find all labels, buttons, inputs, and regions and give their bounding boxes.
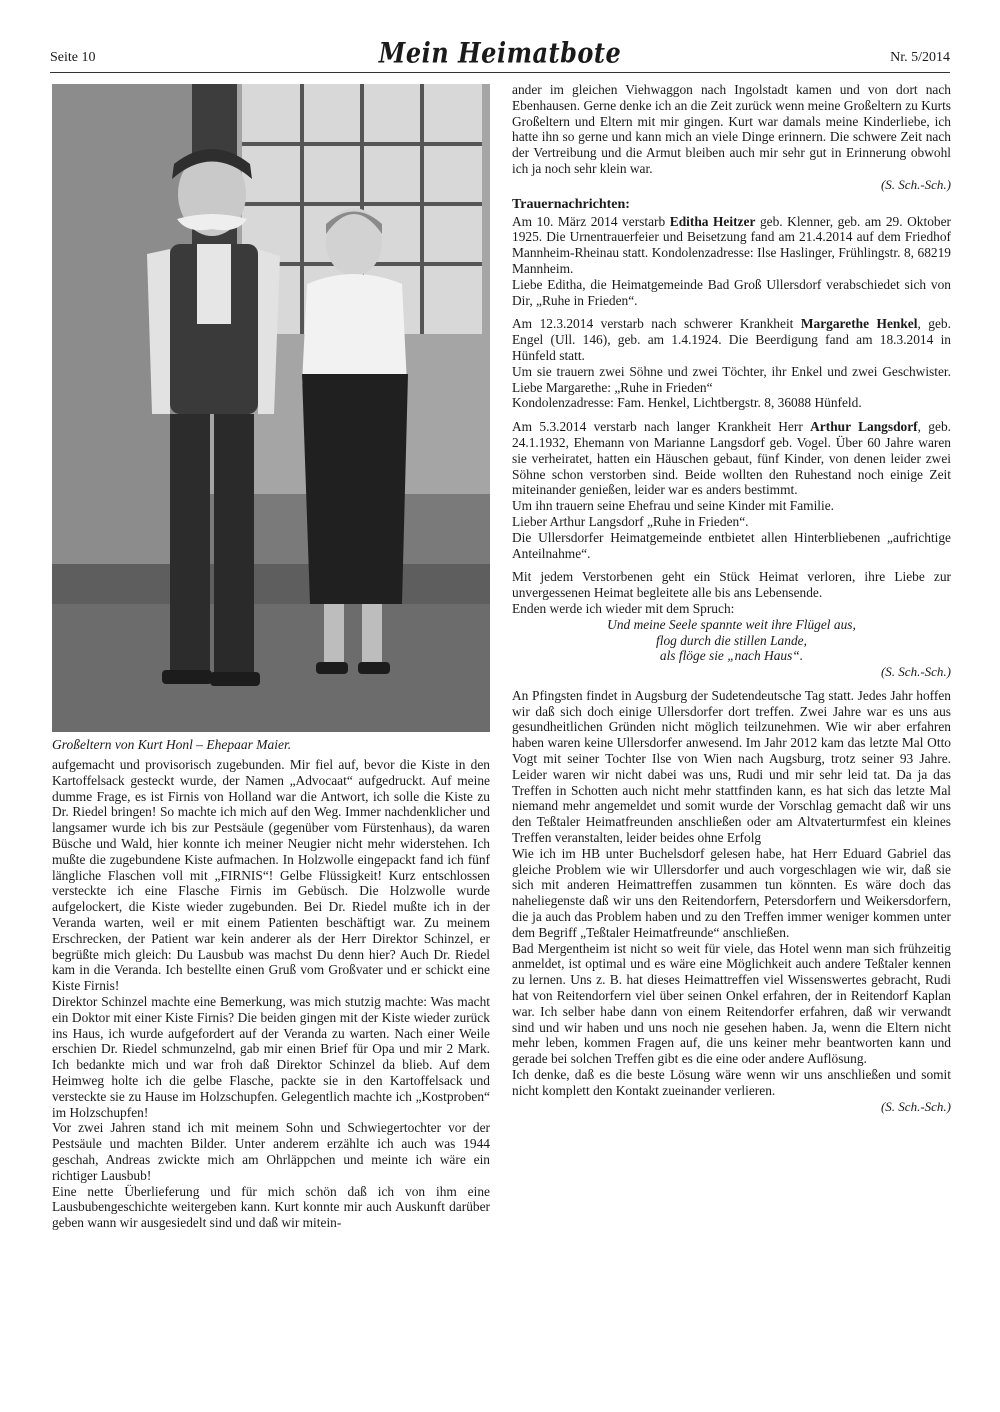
- deceased-name: Editha Heitzer: [669, 213, 756, 229]
- story-paragraph: Eine nette Überlieferung und für mich schön daß ich von ihm eine Lausbubengeschichte weitergeben kann. Kurt konnte mir auch Auskunft darüber geben wann wir ausgesiedelt sind und daß wir mitein-: [52, 1183, 490, 1231]
- obituary-text: geb. Klenner, geb. am 29. Oktober 1925. Die Urnentrauerfeier und Beisetzung fand am 21.4.2014 auf dem Friedhof Mannheim-Rheinau statt. Kondolenzadresse: Ilse Haslinger, Frühlingstr. 8, 68219 Mannheim.: [512, 213, 951, 276]
- obituary-heitzer: [512, 214, 951, 277]
- deceased-name: Arthur Langsdorf: [810, 419, 918, 435]
- story-paragraph: aufgemacht und provisorisch zugebunden. Mir fiel auf, bevor die Kiste in den Kartoffelsack gesteckt wurde, der Namen „Advocaat“ aufgedruckt. Auf meine dumme Frage, es ist Firnis von Holland war die Antwort, ich solle die Kiste zu Dr. Riedel bringen! So machte ich mich auf den Weg. Immer nachdenklicher und langsamer wurde ich bis zur Pestsäule (gegenüber vom Fürstenhaus), da waren Büsche und Wald, hier konnte ich meiner Neugier nicht mehr widerstehen. Ich mußte die zugebundene Kiste aufmachen. In Holzwolle eingepackt fand ich fünf längliche Flaschen voll mit „FIRNIS“! Gelbe Flüssigkeit! Kurz entschlossen versteckte ich eine Flasche Firnis im Gebüsch. Die Holzwolle wurde aufgelockert, die Kiste wieder zugebunden. Bei Dr. Riedel mußte ich in der Veranda warten, weil er mit einem Patienten beschäftigt war. Zu meinem Erschrecken, der Patient war kein anderer als der Herr Direktor Schinzel, er begrüßte mich gleich: Du Lausbub was machst Du denn hier? Auch Dr. Riedel kam in die Veranda. Ich bestellte einen Gruß vom Großvater und er schickt eine Kiste Firnis!: [52, 757, 490, 994]
- obituary-text: Am 10. März 2014 verstarb: [512, 213, 670, 229]
- article-paragraph: Bad Mergentheim ist nicht so weit für viele, das Hotel wenn man sich frühzeitig anmeldet, ist optimal und es wäre eine Möglichkeit auch andere Teßtaler kennen zu lernen. Uns z. B. hat dieses Heimattreffen viel Wissenswertes gebracht, Rudi hat von Reitendorfern viel über seinen Onkel erfahren, der in Reitendorf Kaplan war. Ich selber habe dann von einem Reitendorfer erfahren, daß wir verwandt sind und wir haben und uns noch nie gesehen haben. Ja, wenn die Eltern nicht mehr leben, kommen Fragen auf, die uns keiner mehr beantworten kann und gerade bei solchen Treffen gibt es die eine oder andere Auflösung.: [512, 940, 951, 1067]
- page-header: [50, 36, 950, 73]
- story-continuation: ander im gleichen Viehwaggon nach Ingolstadt kamen und von dort nach Ebenhausen. Gerne denke ich an die Zeit zurück wenn meine Großeltern zu Kurts Großeltern und Eltern mit mir gingen. Kurt war damals meine Kinderliebe, ich hatte ihn so gerne und kann mich an viele Dinge erinnern. Die schwere Zeit nach der Vertreibung und die Armut bleiben auch mir sehr gut in Erinnerung obwohl ich ja noch sehr klein war.: [512, 82, 951, 176]
- photo-illustration: [52, 84, 490, 732]
- issue-number: Nr. 5/2014: [890, 50, 950, 65]
- author-signature: (S. Sch.-Sch.): [880, 176, 951, 192]
- closing-intro: Enden werde ich wieder mit dem Spruch:: [512, 600, 735, 616]
- photo-caption: Großeltern von Kurt Honl – Ehepaar Maier.: [52, 737, 292, 752]
- family-photo: [52, 84, 490, 732]
- article-paragraph: An Pfingsten findet in Augsburg der Sudetendeutsche Tag statt. Jedes Jahr hoffen wir daß sich doch einige Ullersdorfer dort treffen. Zwei Jahre war es uns aus gesundheitlichen Gründen nicht möglich teilzunehmen. Wie wir aber erfahren haben waren keine Ullersdorfer anwesend. Im Jahr 2012 kam das letzte Mal Otto Vogt mit seiner Tochter Ilse von Wien nach Augsburg, trotz seiner 93 Jahre. Leider waren wir nicht dabei was uns, Rudi und mir sehr leid tat. Da ja das Treffen in Schotten auch nicht mehr stattfinden kann, es hat sich das letzte Mal niemand mehr angemeldet und somit wurde der Vorschlag gemacht daß wir uns den Teßtaler Heimatfreunden anschließen oder am Altvaterturmfest ein kleines Treffen veranstalten, leider beides ohne Erfolg: [512, 687, 951, 846]
- obituary-condolence: Die Ullersdorfer Heimatgemeinde entbietet allen Hinterbliebenen „aufrichtige Anteilnahme“.: [512, 529, 951, 561]
- story-paragraph: Direktor Schinzel machte eine Bemerkung, was mich stutzig machte: Was macht ein Doktor mit einer Kiste Firnis? Die beiden gingen mit der Kiste wieder zurück ins Haus, ich wurde aufgefordert auf der Veranda zu warten. Nach einer Weile erschien Dr. Riedel schmunzelnd, gab mir einen Brief für Opa und mir 2 Mark. Ich bedankte mich und war froh daß Direktor Schinzel da blieb. Auf dem Heimweg holte ich die gelbe Flasche, packte sie in den Kartoffelsack und versteckte sie zu Hause im Holzschupfen. Gelegentlich machte ich „Kostproben“ im Holzschupfen!: [52, 993, 490, 1120]
- obituary-mourners: Um ihn trauern seine Ehefrau und seine Kinder mit Familie.: [512, 498, 835, 514]
- obituary-langsdorf: [512, 419, 951, 498]
- poem-line: Und meine Seele spannte weit ihre Flügel aus,: [607, 616, 856, 632]
- poem-line: als flöge sie „nach Haus“.: [659, 648, 804, 664]
- masthead-title: Mein Heimatbote: [378, 35, 622, 70]
- article-paragraph: Wie ich im HB unter Buchelsdorf gelesen habe, hat Herr Eduard Gabriel das gleiche Problem wie wir Ullersdorfer und auch vorgeschlagen wie wir, daß sie sich mit anderen Heimattreffen zusammen tun könnten. Es wäre doch das naheliegenste daß wir uns den Reitendorfern, Petersdorfern und Weikersdorfern, die ja auch das Problem haben und zu den Treffen immer weniger kommen unter dem Begriff „Teßtaler Heimatfreunde“ anschließen.: [512, 845, 951, 940]
- condolence-address: Kondolenzadresse: Fam. Henkel, Lichtbergstr. 8, 36088 Hünfeld.: [512, 395, 862, 411]
- obituary-text: Am 12.3.2014 verstarb nach schwerer Krankheit: [512, 316, 801, 332]
- story-paragraph: Vor zwei Jahren stand ich mit meinem Sohn und Schwiegertochter vor der Pestsäule und machten Bilder. Unter anderem erzählte ich auch was 1944 geschah, Andreas zwickte mich am Ohrläppchen und meinte ich wäre ein richtiger Lausbub!: [52, 1120, 490, 1183]
- poem-line: flog durch die stillen Lande,: [656, 632, 807, 648]
- obituary-text: , geb. 24.1.1932, Ehemann von Marianne Langsdorf geb. Vogel. Über 60 Jahre waren sie verheiratet, hatten ein Häuschen gebaut, fünf Kinder, von denen leider zwei Söhne schon verstorben sind. Beide wollten den Ruhestand noch einige Zeit miteinander genießen, leider war es anders bestimmt.: [512, 419, 951, 498]
- obituary-farewell: Lieber Arthur Langsdorf „Ruhe in Frieden“.: [512, 513, 749, 529]
- obituary-text: , geb. Engel (Ull. 146), geb. am 1.4.1924. Die Beerdigung fand am 18.3.2014 in Hünfeld statt.: [512, 316, 951, 363]
- closing-text: Mit jedem Verstorbenen geht ein Stück Heimat verloren, ihre Liebe zur unvergessenen Heimat begleitete alle bis ans Lebensende.: [512, 569, 951, 601]
- left-column: [52, 84, 490, 1231]
- obituary-henkel: [512, 316, 951, 363]
- obituaries-heading: Trauernachrichten:: [512, 196, 630, 212]
- page-number: Seite 10: [50, 50, 96, 65]
- article-paragraph: Ich denke, daß es die beste Lösung wäre wenn wir uns anschließen und somit nicht komplett den Kontakt zueinander verlieren.: [512, 1067, 951, 1098]
- obituary-farewell: Liebe Editha, die Heimatgemeinde Bad Groß Ullersdorf verabschiedet sich von Dir, „Ruhe in Frieden“.: [512, 276, 951, 308]
- author-signature: (S. Sch.-Sch.): [880, 1098, 951, 1114]
- obituary-mourners: Um sie trauern zwei Söhne und zwei Töchter, ihr Enkel und zwei Geschwister. Liebe Margarethe: „Ruhe in Frieden“: [512, 363, 951, 395]
- deceased-name: Margarethe Henkel: [800, 316, 918, 332]
- obituary-text: Am 5.3.2014 verstarb nach langer Krankheit Herr: [512, 419, 811, 435]
- right-column: [512, 82, 951, 1114]
- author-signature: (S. Sch.-Sch.): [880, 664, 951, 680]
